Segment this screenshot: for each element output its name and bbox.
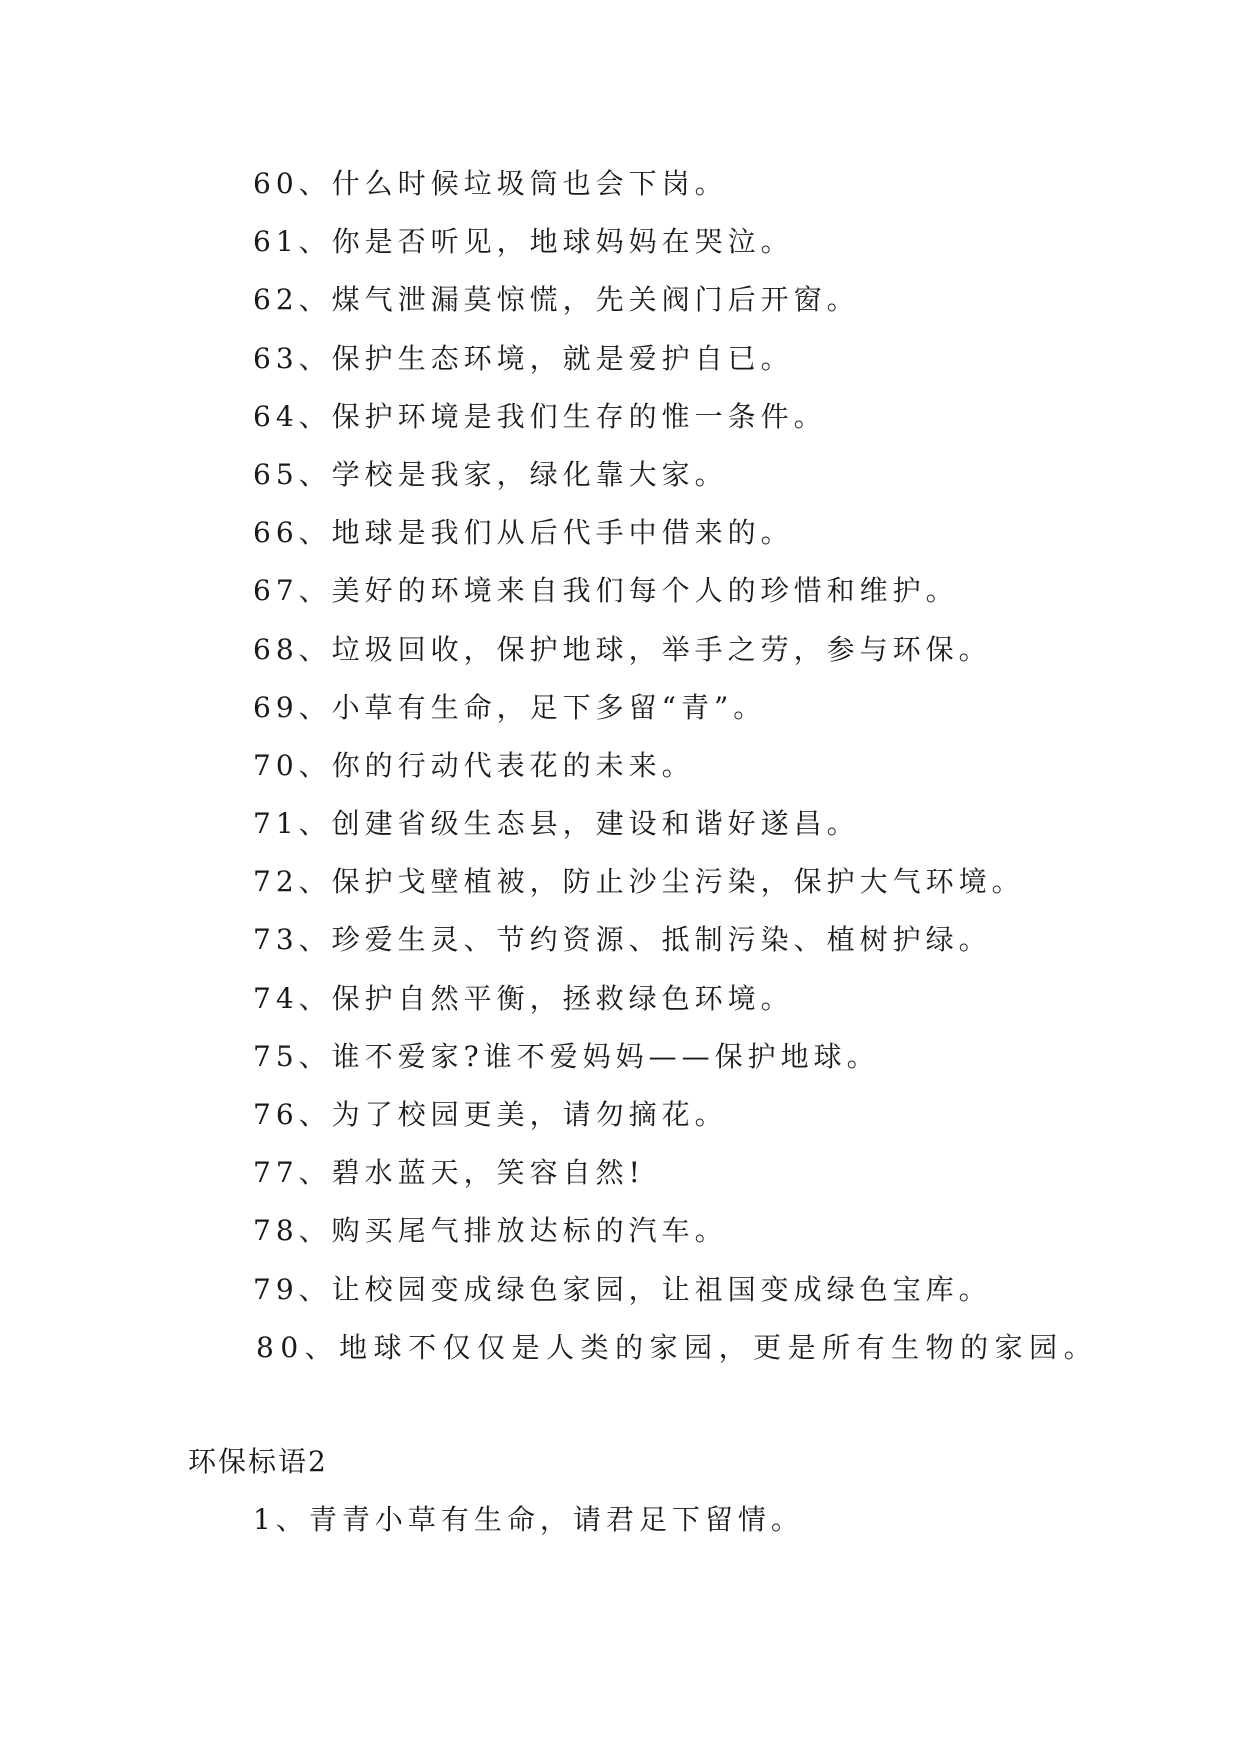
list-item: 76、为了校园更美，请勿摘花。 xyxy=(253,1098,728,1131)
section2-list xyxy=(253,1498,804,1542)
section-title: 环保标语2 xyxy=(188,1445,328,1478)
list-item: 64、保护环境是我们生存的惟一条件。 xyxy=(253,399,827,433)
list-item: 1、青青小草有生命，请君足下留情。 xyxy=(253,1503,804,1536)
list-item: 73、珍爱生灵、节约资源、抵制污染、植树护绿。 xyxy=(253,923,992,957)
list-item: 65、学校是我家，绿化靠大家。 xyxy=(253,457,728,491)
list-item: 62、煤气泄漏莫惊慌，先关阀门后开窗。 xyxy=(253,283,860,317)
slogan-list xyxy=(253,162,1098,1384)
list-item: 75、谁不爱家?谁不爱妈妈——保护地球。 xyxy=(253,1039,880,1073)
list-item: 77、碧水蓝天，笑容自然! xyxy=(253,1156,645,1190)
list-item: 63、保护生态环境，就是爱护自已。 xyxy=(253,341,794,375)
list-item: 78、购买尾气排放达标的汽车。 xyxy=(253,1214,728,1248)
list-item: 80、地球不仅仅是人类的家园，更是所有生物的家园。 xyxy=(256,1330,1099,1364)
list-item: 79、让校园变成绿色家园，让祖国变成绿色宝库。 xyxy=(253,1272,992,1306)
list-item: 74、保护自然平衡，拯救绿色环境。 xyxy=(253,981,794,1015)
list-item: 72、保护戈壁植被，防止沙尘污染，保护大气环境。 xyxy=(253,865,1025,899)
list-item: 61、你是否听见，地球妈妈在哭泣。 xyxy=(253,225,794,259)
list-item: 70、你的行动代表花的未来。 xyxy=(253,748,695,782)
list-item: 60、什么时候垃圾筒也会下岗。 xyxy=(253,167,728,200)
list-item: 71、创建省级生态县，建设和谐好遂昌。 xyxy=(253,807,860,841)
list-item: 69、小草有生命，足下多留“青”。 xyxy=(253,690,767,724)
list-item: 68、垃圾回收，保护地球，举手之劳，参与环保。 xyxy=(253,632,992,666)
list-item: 67、美好的环境来自我们每个人的珍惜和维护。 xyxy=(253,574,959,608)
list-item: 66、地球是我们从后代手中借来的。 xyxy=(253,516,794,550)
